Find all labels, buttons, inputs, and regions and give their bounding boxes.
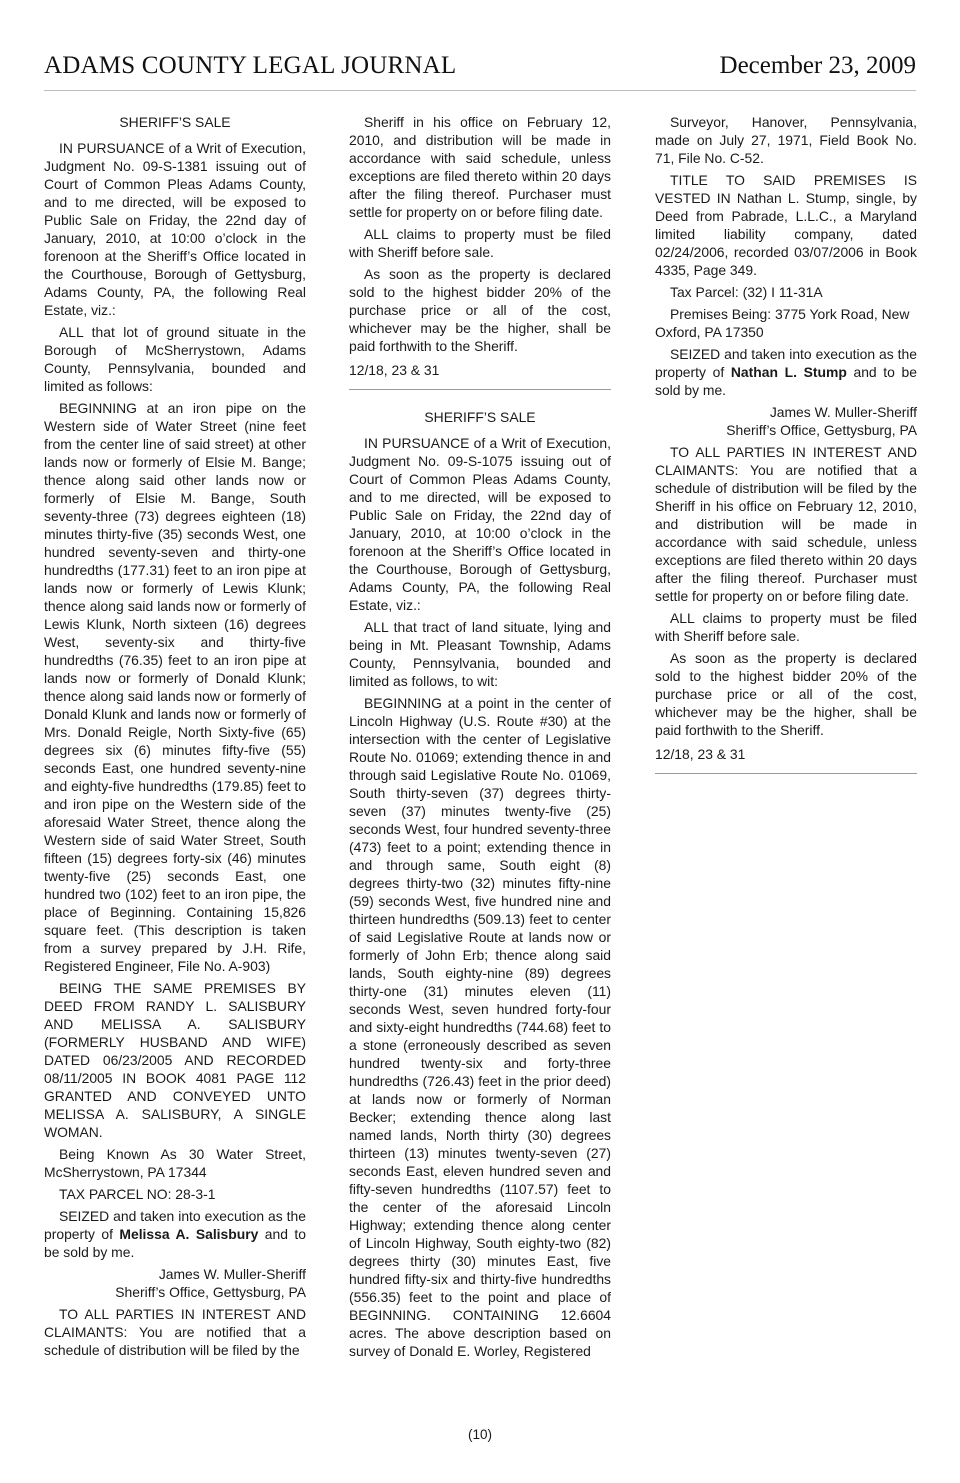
page-number: (10) (467, 1427, 492, 1442)
notice-paragraph: TO ALL PARTIES IN INTEREST AND CLAIMANTS: You are notified that a schedule of distribution will be filed by the (44, 1306, 306, 1358)
seized-text-end: and to be sold by me. (44, 1226, 306, 1260)
column-1 (44, 113, 306, 1363)
writ-paragraph: IN PURSUANCE of a Writ of Execution, Judgment No. 09-S-1381 issuing out of Court of Common Pleas Adams County, and to me directed, will be exposed to Public Sale on Friday, the 22nd day of January, 2010, at 10:00 o’clock in the forenoon at the Sheriff’s Office located in the Courthouse, Borough of Gettysburg, Adams County, PA, the following Real Estate, viz.: (44, 140, 306, 318)
sale-heading: SHERIFF’S SALE (119, 114, 231, 130)
claims-paragraph: ALL claims to property must be filed with Sheriff before sale. (349, 226, 611, 260)
seized-paragraph (44, 1207, 306, 1261)
sheriff-signature: James W. Muller-Sheriff (769, 404, 917, 420)
tax-parcel-paragraph: Tax Parcel: (32) I 11-31A (670, 284, 823, 300)
sheriff-office: Sheriff’s Office, Gettysburg, PA (115, 1284, 306, 1300)
title-paragraph: TITLE TO SAID PREMISES IS VESTED IN Nathan L. Stump, single, by Deed from Pabrade, L.L.C., a Maryland limited liability company, dated 02/24/2006, recorded 03/07/2006 in Book 4335, Page 349. (655, 172, 917, 278)
publication-dates: 12/18, 23 & 31 (655, 746, 746, 762)
payment-paragraph: As soon as the property is declared sold to the highest bidder 20% of the purchase price or all of the cost, whichever may be the higher, shall be paid forthwith to the Sheriff. (655, 650, 917, 738)
sheriff-office: Sheriff’s Office, Gettysburg, PA (726, 422, 917, 438)
defendant-name: Melissa A. Salisbury (119, 1226, 259, 1242)
writ-paragraph: IN PURSUANCE of a Writ of Execution, Judgment No. 09-S-1075 issuing out of Court of Common Pleas Adams County, and to me directed, will be exposed to Public Sale on Friday, the 22nd day of January, 2010, at 10:00 o’clock in the forenoon at the Sheriff’s Office located in the Courthouse, Borough of Gettysburg, Adams County, PA, the following Real Estate, viz.: (349, 435, 611, 613)
premises-paragraph: Premises Being: 3775 York Road, New Oxford, PA 17350 (655, 306, 910, 340)
tract-paragraph: ALL that tract of land situate, lying and being in Mt. Pleasant Township, Adams County, Pennsylvania, bounded and limited as follows, to wit: (349, 619, 611, 689)
defendant-name: Nathan L. Stump (730, 364, 847, 380)
address-paragraph: Being Known As 30 Water Street, McSherrystown, PA 17344 (44, 1146, 306, 1180)
issue-date: December 23, 2009 (719, 52, 916, 79)
journal-title: ADAMS COUNTY LEGAL JOURNAL (44, 52, 457, 79)
column-3 (655, 113, 917, 792)
description-paragraph: BEGINNING at an iron pipe on the Western side of Water Street (nine feet from the center line of said street) at other lands now or formerly of Elsie M. Bange; thence along said other lands now or formerly of Elsie M. Bange, South seventy-three (73) degrees eighteen (18) minutes thirty-five (35) seconds West, one hundred seventy-seven and thirty-one hundredths (177.31) feet to an iron pipe at lands now or formerly of Lewis Klunk; thence along said lands now or formerly of Lewis Klunk, North sixteen (16) degrees West, seventy-six and thirty-five hundredths (76.35) feet to an iron pipe at lands now or formerly of Donald Klunk; thence along said lands now or formerly of Donald Klunk and lands now or formerly of Mrs. Donald Reigle, North Sixty-five (65) degrees six (6) minutes fifty-five (55) seconds East, one hundred seventy-nine and eighty-five hundredths (179.85) feet to and iron pipe on the Western side of the aforesaid Water Street, thence along the Western side of said Water Street, South fifteen (15) degrees forty-six (46) minutes twenty-five (25) seconds East, one hundred two (102) feet to an iron pipe, the place of Beginning. Containing 15,826 square feet. (This description is taken from a survey prepared by J.H. Rife, Registered Engineer, File No. A-903) (44, 400, 306, 974)
sheriff-signature: James W. Muller-Sheriff (158, 1266, 306, 1282)
distribution-paragraph: Sheriff in his office on February 12, 2010, and distribution will be made in accordance with said schedule, unless exceptions are filed thereto within 20 days after the filing thereof. Purchaser must settle for property on or before filing date. (349, 114, 611, 220)
seized-text: SEIZED and taken into execution as the property of (655, 346, 917, 380)
tax-parcel-paragraph: TAX PARCEL NO: 28-3-1 (59, 1186, 216, 1202)
sale-heading: SHERIFF’S SALE (424, 409, 536, 425)
seized-text-end: and to be sold by me. (655, 364, 917, 398)
survey-paragraph: Surveyor, Hanover, Pennsylvania, made on July 27, 1971, Field Book No. 71, File No. C-52. (655, 114, 917, 166)
column-2 (349, 113, 611, 1364)
page-header (44, 50, 916, 91)
payment-paragraph: As soon as the property is declared sold to the highest bidder 20% of the purchase price or all of the cost, whichever may be the higher, shall be paid forthwith to the Sheriff. (349, 266, 611, 354)
lot-paragraph: ALL that lot of ground situate in the Borough of McSherrystown, Adams County, Pennsylvania, bounded and limited as follows: (44, 324, 306, 394)
notice-paragraph: TO ALL PARTIES IN INTEREST AND CLAIMANTS: You are notified that a schedule of distribution will be filed by the Sheriff in his office on February 12, 2010, and distribution will be made in accordance with said schedule, unless exceptions are filed thereto within 20 days after the filing thereof. Purchaser must settle for property on or before filing date. (655, 444, 917, 604)
seized-paragraph (655, 345, 917, 399)
description-paragraph: BEGINNING at a point in the center of Lincoln Highway (U.S. Route #30) at the intersection with the center of Legislative Route No. 01069; extending thence in and through said Legislative Route No. 01069, South thirty-seven (37) degrees thirty-seven (37) minutes twenty-five (25) seconds West, four hundred seventy-three (473) feet to a point; extending thence in and through same, South eight (8) degrees thirty-two (32) minutes fifty-nine (59) seconds West, five hundred nine and thirteen hundredths (509.13) feet to center of said Legislative Route at lands now or formerly of John Erb; thence along said lands, South eighty-nine (89) degrees thirty-one (31) minutes eleven (11) seconds West, seven hundred forty-four and sixty-eight hundredths (744.68) feet to a stone (erroneously described as seven hundred twenty-six and forty-three hundredths (726.43) feet in the prior deed) at lands now or formerly of Norman Becker; extending thence along last named lands, North thirty (30) degrees thirteen (13) minutes twenty-seven (27) seconds East, eleven hundred seven and fifty-seven hundredths (1107.57) feet to the center of the aforesaid Lincoln Highway; extending thence along center of Lincoln Highway, South eighty-two (82) degrees thirty (30) minutes East, five hundred fifty-six and thirty-five hundredths (556.35) feet to the point and place of BEGINNING. CONTAINING 12.6604 acres. The above description based on survey of Donald E. Worley, Registered (349, 695, 611, 1359)
claims-paragraph: ALL claims to property must be filed with Sheriff before sale. (655, 610, 917, 644)
section-divider (349, 389, 611, 390)
deed-paragraph: BEING THE SAME PREMISES BY DEED FROM RANDY L. SALISBURY AND MELISSA A. SALISBURY (FORMERLY HUSBAND AND WIFE) DATED 06/23/2005 AND RECORDED 08/11/2005 IN BOOK 4081 PAGE 112 GRANTED AND CONVEYED UNTO MELISSA A. SALISBURY, A SINGLE WOMAN. (44, 980, 306, 1140)
publication-dates: 12/18, 23 & 31 (349, 362, 440, 378)
seized-text: SEIZED and taken into execution as the property of (44, 1208, 306, 1242)
section-divider (655, 773, 917, 774)
